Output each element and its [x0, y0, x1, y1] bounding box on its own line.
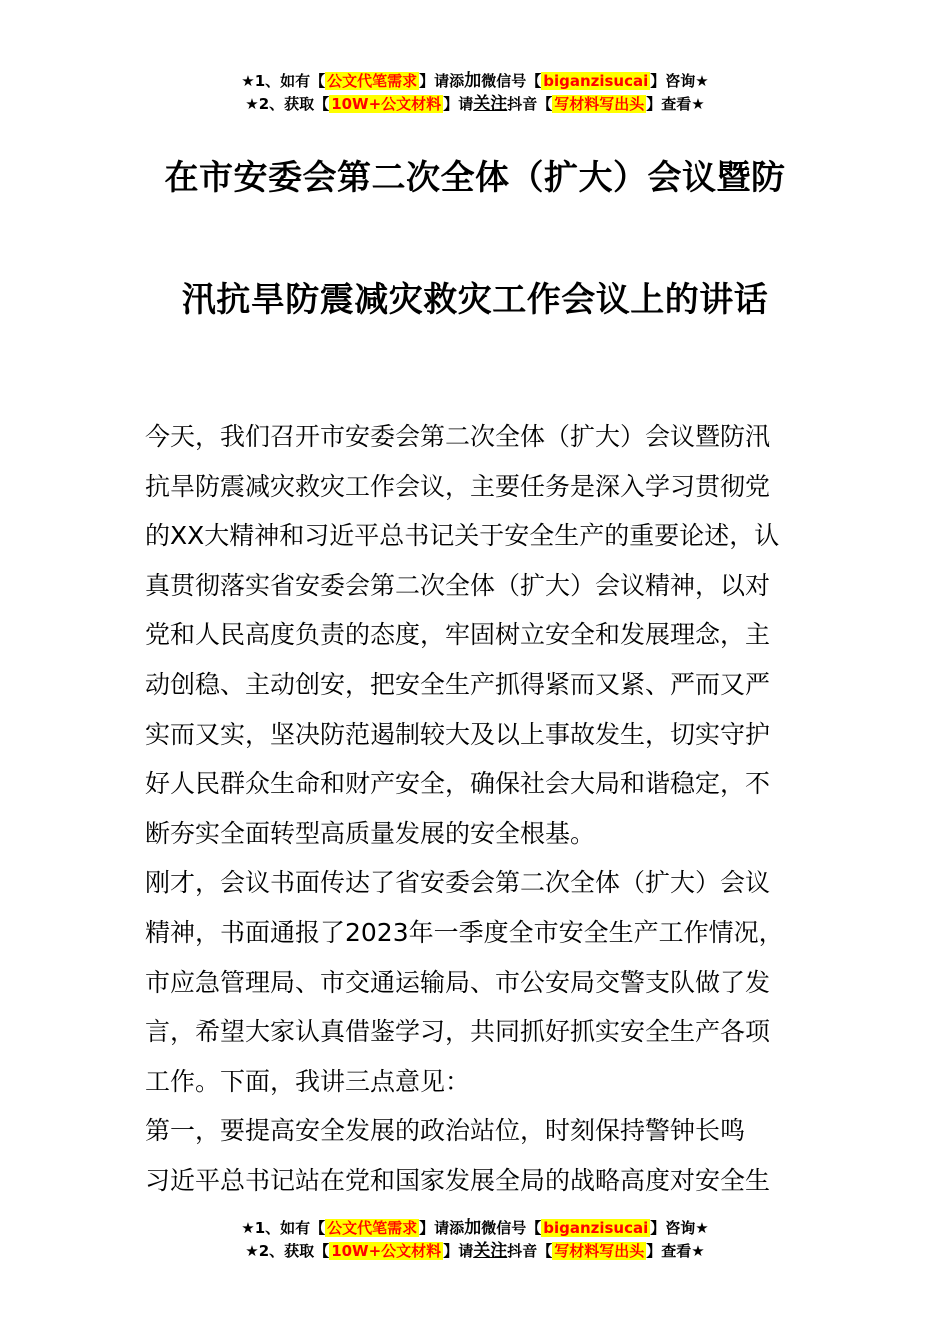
promo-text: 加 [464, 1218, 482, 1238]
promo-highlight: 写材料写出头 [554, 1242, 645, 1260]
promo-text: 】查看★ [646, 1242, 705, 1260]
promo-text: 关注 [473, 94, 508, 114]
body-line: 党和人民高度负责的态度，牢固树立安全和发展理念，主 [145, 620, 771, 650]
promo-text: 】请添 [419, 1219, 465, 1237]
promo-text: ★2、获取【 [245, 95, 330, 113]
promo-highlight: 公文代笔需求 [327, 1219, 418, 1237]
body-line: 刚才，会议书面传达了省安委会第二次全体（扩大）会议 [145, 868, 771, 898]
body-line: 今天，我们召开市安委会第二次全体（扩大）会议暨防汛 [145, 422, 771, 451]
promo-text: 】请 [443, 95, 474, 113]
document-title-line-1: 在市安委会第二次全体（扩大）会议暨防 [164, 158, 786, 198]
promo-text: ★1、如有【 [241, 72, 326, 90]
promo-text: ★1、如有【 [241, 1219, 326, 1237]
promo-text: ★2、获取【 [245, 1242, 330, 1260]
body-line: 言，希望大家认真借鉴学习，共同抓好抓实安全生产各项 [145, 1017, 771, 1047]
body-line: 习近平总书记站在党和国家发展全局的战略高度对安全生 [145, 1165, 771, 1195]
body-line: 市应急管理局、市交通运输局、市公安局交警支队做了发 [145, 967, 771, 997]
promo-text: 】查看★ [646, 95, 705, 113]
promo-text: 关注 [473, 1241, 508, 1261]
body-line: 抗旱防震减灾救灾工作会议，主要任务是深入学习贯彻党 [145, 471, 771, 501]
promo-line-1 [0, 1217, 950, 1240]
promo-text: 微信号【 [481, 1219, 542, 1237]
body-line: 工作。下面，我讲三点意见： [145, 1066, 471, 1096]
section-heading: 第一，要提高安全发展的政治站位，时刻保持警钟长鸣 [145, 1116, 746, 1146]
body-line: 好人民群众生命和财产安全，确保社会大局和谐稳定，不 [145, 769, 771, 799]
body-line: 真贯彻落实省安委会第二次全体（扩大）会议精神，以对 [145, 570, 771, 600]
promo-text: 抖音【 [507, 95, 553, 113]
promo-highlight: 10W+公文材料 [331, 1242, 442, 1260]
promo-text: 】咨询★ [650, 1219, 709, 1237]
body-line: 精神，书面通报了2023年一季度全市安全生产工作情况， [145, 917, 784, 947]
promo-line-2 [0, 1240, 950, 1263]
body-line: 实而又实，坚决防范遏制较大及以上事故发生，切实守护 [145, 719, 771, 749]
promo-text: 】请 [443, 1242, 474, 1260]
body-line: 断夯实全面转型高质量发展的安全根基。 [145, 818, 596, 848]
promo-highlight: biganzisucai [543, 72, 649, 90]
promo-text: 】请添 [419, 72, 465, 90]
promo-highlight: 公文代笔需求 [327, 72, 418, 90]
body-line: 的XX大精神和习近平总书记关于安全生产的重要论述，认 [145, 521, 780, 551]
promo-text: 微信号【 [481, 72, 542, 90]
promo-text: 加 [464, 71, 482, 91]
promo-highlight: biganzisucai [543, 1219, 649, 1237]
promo-highlight: 10W+公文材料 [331, 95, 442, 113]
document-title-line-2: 汛抗旱防震减灾救灾工作会议上的讲话 [181, 280, 769, 320]
promo-highlight: 写材料写出头 [554, 95, 645, 113]
footer-promo-banner [0, 1217, 950, 1263]
promo-text: 抖音【 [507, 1242, 553, 1260]
promo-text: 】咨询★ [650, 72, 709, 90]
promo-line-2 [0, 93, 950, 116]
body-line: 动创稳、主动创安，把安全生产抓得紧而又紧、严而又严 [145, 669, 771, 699]
document-body [145, 412, 809, 1206]
header-promo-banner [0, 70, 950, 116]
promo-line-1 [0, 70, 950, 93]
